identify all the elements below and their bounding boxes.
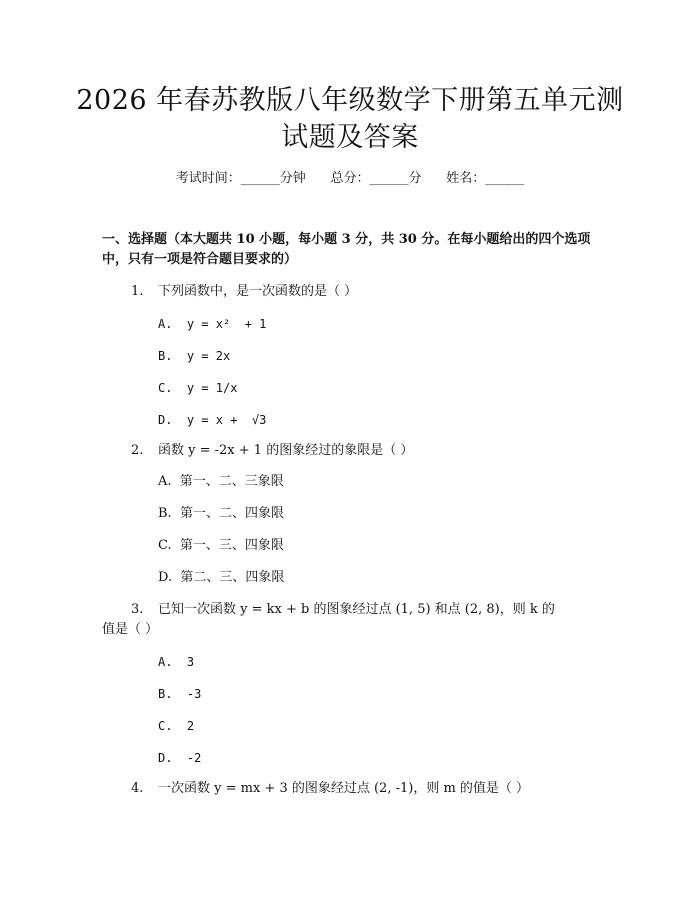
- question-option: D. -2: [158, 751, 202, 765]
- question-number: 4.: [131, 781, 144, 796]
- question-option: A. 第一、二、三象限: [158, 474, 284, 489]
- question-stem: 下列函数中，是一次函数的是（ ）: [158, 284, 358, 299]
- question-number: 1.: [131, 284, 144, 299]
- exam-meta-info: 考试时间：______分钟 总分：______分 姓名：______: [175, 171, 525, 186]
- question-stem: 函数 y = -2x + 1 的图象经过的象限是（ ）: [158, 443, 414, 458]
- question-option: C. y = 1/x: [158, 381, 238, 395]
- question-number: 2.: [131, 443, 144, 458]
- question-option: D. y = x + √3: [158, 413, 267, 427]
- question-option: C. 第一、三、四象限: [158, 538, 284, 553]
- question-option: B. 第一、二、四象限: [158, 506, 284, 521]
- exam-title-line2: 试题及答案: [281, 122, 419, 153]
- exam-title-line1: 2026 年春苏教版八年级数学下册第五单元测: [76, 85, 624, 116]
- question-option: B. -3: [158, 687, 202, 701]
- question-option: A. y = x² + 1: [158, 317, 267, 331]
- question-stem-line2: 值是（ ）: [102, 622, 159, 637]
- question-stem: 一次函数 y = mx + 3 的图象经过点 (2, -1)，则 m 的值是（ ）: [158, 781, 530, 796]
- section-heading-multiple-choice: 一、选择题（本大题共 10 小题，每小题 3 分，共 30 分。在每小题给出的四个选项中，只有一项是符合题目要求的）: [102, 232, 591, 267]
- question-option: B. y = 2x: [158, 349, 231, 363]
- question-option: D. 第二、三、四象限: [158, 570, 285, 585]
- question-number: 3.: [131, 602, 144, 617]
- question-option: A. 3: [158, 655, 195, 669]
- question-stem-line1: 已知一次函数 y = kx + b 的图象经过点 (1, 5) 和点 (2, 8)，则 k 的: [158, 602, 555, 617]
- question-option: C. 2: [158, 719, 195, 733]
